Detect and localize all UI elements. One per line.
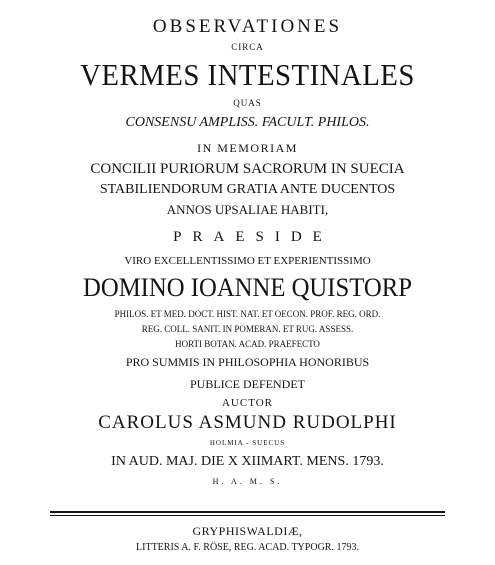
line-ham: H. A. M. S. xyxy=(212,477,283,486)
line-gryphiswaldiae: GRYPHISWALDIÆ, xyxy=(192,524,303,538)
heading-observationes: OBSERVATIONES xyxy=(152,16,343,37)
line-litteris: LITTERIS A. F. RÖSE, REG. ACAD. TYPOGR. 1793. xyxy=(136,542,359,553)
word-circa: CIRCA xyxy=(231,42,264,52)
divider-thin xyxy=(50,515,445,516)
line-holmia: HOLMIA - SUECUS xyxy=(209,439,286,447)
line-in-aud: IN AUD. MAJ. DIE X XIIMART. MENS. 1793. xyxy=(111,454,384,469)
heading-praeside: PRAESIDE xyxy=(173,229,333,245)
heading-domino: DOMINO IOANNE QUISTORP xyxy=(83,273,412,302)
heading-vermes-intestinales: VERMES INTESTINALES xyxy=(80,57,415,92)
line-stabiliendorum: STABILIENDORUM GRATIA ANTE DUCENTOS xyxy=(99,182,396,197)
line-viro: VIRO EXCELLENTISSIMO ET EXPERIENTISSIMO xyxy=(124,255,371,267)
word-auctor: AUCTOR xyxy=(221,397,274,409)
heading-carolus: CAROLUS ASMUND RUDOLPHI xyxy=(98,412,397,433)
line-reg-coll: REG. COLL. SANIT. IN POMERAN. ET RUG. ASSESS. xyxy=(141,324,354,334)
line-horti: HORTI BOTAN. ACAD. PRAEFECTO xyxy=(175,339,320,349)
divider-thick xyxy=(50,511,445,513)
line-publice: PUBLICE DEFENDET xyxy=(190,377,305,391)
line-consensu: CONSENSU AMPLISS. FACULT. PHILOS. xyxy=(125,115,370,130)
word-quas: QUAS xyxy=(233,98,262,108)
line-in-memoriam: IN MEMORIAM xyxy=(197,141,298,155)
line-philos: PHILOS. ET MED. DOCT. HIST. NAT. ET OECON. PROF. REG. ORD. xyxy=(114,309,381,319)
line-concilii: CONCILII PURIORUM SACRORUM IN SUECIA xyxy=(90,161,405,177)
line-annos: ANNOS UPSALIAE HABITI, xyxy=(166,202,329,217)
line-pro-summis: PRO SUMMIS IN PHILOSOPHIA HONORIBUS xyxy=(125,355,370,369)
